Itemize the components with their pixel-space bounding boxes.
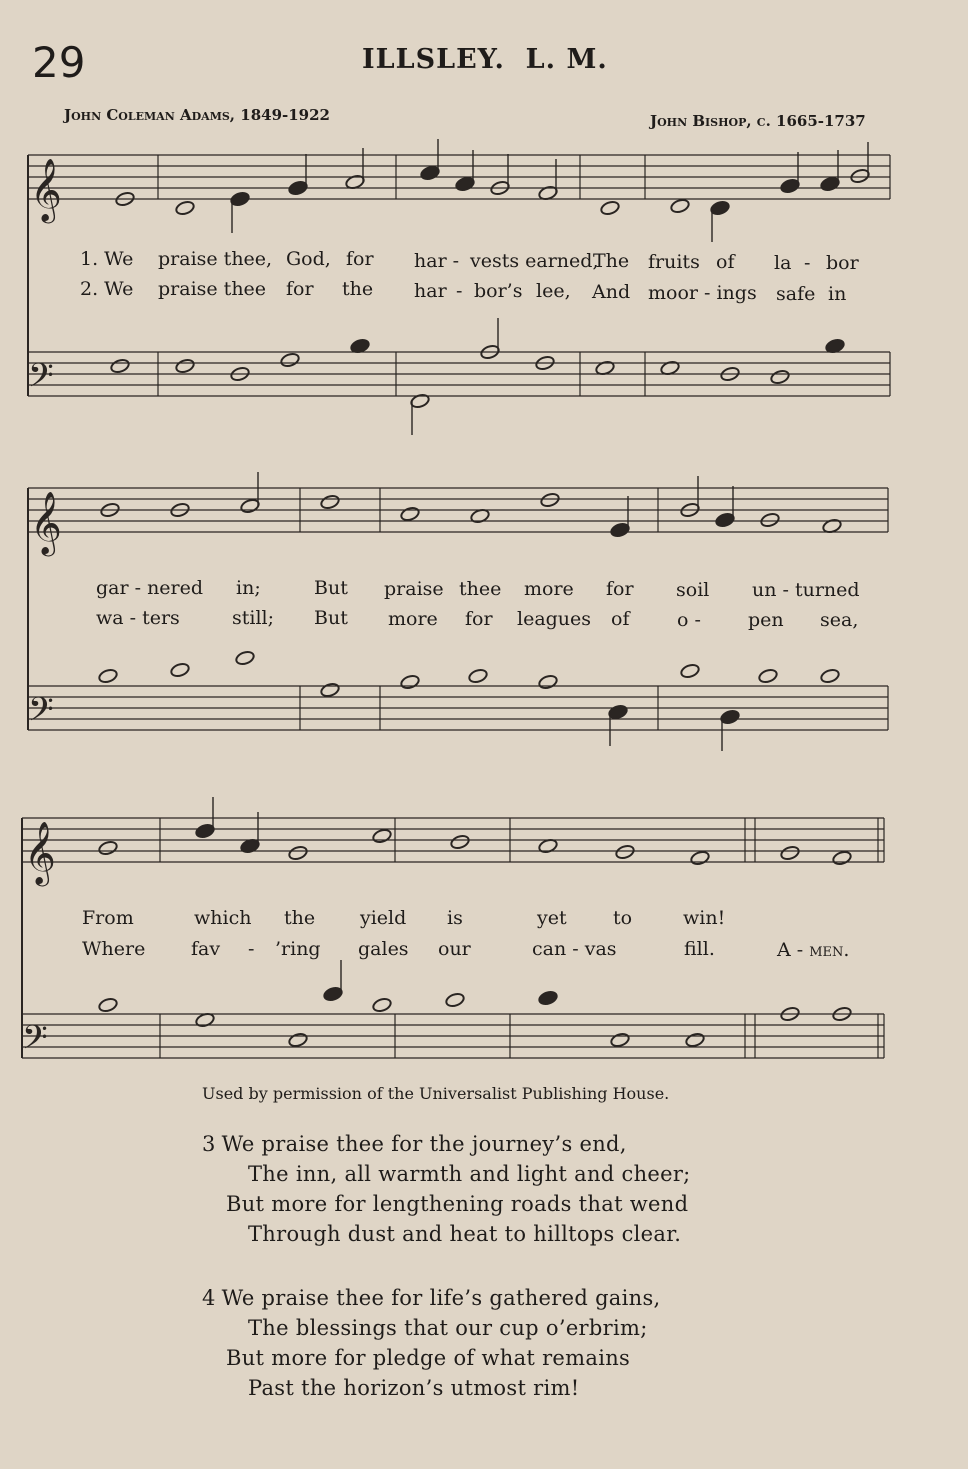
treble-note bbox=[320, 494, 341, 510]
treble-clef: 𝄞 bbox=[30, 491, 62, 554]
lyric: The bbox=[593, 250, 630, 272]
bass-note bbox=[538, 990, 559, 1006]
treble-note bbox=[610, 522, 631, 538]
lyric: leagues bbox=[517, 608, 592, 630]
hymn-number: 29 bbox=[32, 38, 86, 87]
stanza-line: But more for lengthening roads that wend bbox=[226, 1192, 689, 1216]
permission-note: Used by permission of the Universalist Publishing House. bbox=[202, 1084, 670, 1103]
bass-note bbox=[400, 674, 421, 690]
lyric: o - bbox=[677, 609, 701, 631]
lyric: for bbox=[606, 578, 634, 600]
bass-note bbox=[170, 662, 191, 678]
lyric: our bbox=[438, 938, 471, 960]
bass-note bbox=[770, 369, 791, 385]
bass-note bbox=[468, 668, 489, 684]
bass-note bbox=[98, 997, 119, 1013]
lyric: Where bbox=[82, 938, 146, 960]
lyric: la bbox=[774, 252, 792, 274]
bass-note bbox=[610, 1032, 631, 1048]
treble-note bbox=[372, 828, 393, 844]
lyric: for bbox=[286, 278, 314, 300]
lyric: ’ring bbox=[275, 938, 321, 960]
treble-clef: 𝄞 bbox=[24, 821, 56, 884]
lyric: more bbox=[388, 608, 438, 630]
lyric: still; bbox=[232, 607, 275, 629]
treble-note bbox=[450, 834, 471, 850]
lyric: which bbox=[194, 907, 252, 929]
lyric: fill. bbox=[684, 938, 715, 960]
treble-note bbox=[288, 845, 309, 861]
lyric: moor - ings bbox=[648, 282, 757, 304]
treble-note bbox=[780, 178, 801, 194]
stanza-line bbox=[202, 1132, 627, 1156]
lyric: the bbox=[342, 278, 374, 300]
lyric: soil bbox=[676, 579, 710, 601]
bass-note bbox=[410, 393, 431, 409]
stanza-line: But more for pledge of what remains bbox=[226, 1346, 631, 1370]
bass-note bbox=[110, 358, 131, 374]
lyric: bor’s bbox=[474, 280, 523, 302]
treble-note bbox=[540, 492, 561, 508]
bass-clef: 𝄢 bbox=[28, 691, 54, 737]
treble-note bbox=[288, 180, 309, 196]
bass-note bbox=[680, 663, 701, 679]
bass-note bbox=[235, 650, 256, 666]
lyric: win! bbox=[683, 907, 726, 929]
lyric: sea, bbox=[820, 609, 859, 631]
lyric: lee, bbox=[536, 280, 571, 302]
treble-note bbox=[832, 850, 853, 866]
treble-note bbox=[420, 165, 441, 181]
bass-note bbox=[685, 1032, 706, 1048]
treble-note bbox=[600, 200, 621, 216]
bass-note bbox=[445, 992, 466, 1008]
lyric: fav bbox=[191, 938, 221, 960]
bass-clef: 𝄢 bbox=[28, 357, 54, 403]
lyric: more bbox=[524, 578, 574, 600]
lyric: of bbox=[716, 251, 735, 273]
bass-note bbox=[758, 668, 779, 684]
treble-clef: 𝄞 bbox=[30, 158, 62, 221]
lyric: to bbox=[613, 907, 633, 929]
lyric: for bbox=[465, 608, 493, 630]
stanza-line: The inn, all warmth and light and cheer; bbox=[248, 1162, 691, 1186]
stanza-number: 4 bbox=[202, 1286, 216, 1310]
lyric: gar - nered bbox=[96, 577, 204, 599]
treble-note bbox=[455, 176, 476, 192]
bass-note bbox=[175, 358, 196, 374]
stanza-text: We praise thee for life’s gathered gains, bbox=[221, 1286, 661, 1310]
bass-note bbox=[280, 352, 301, 368]
lyric: vests earned, bbox=[470, 250, 599, 272]
lyric: can - vas bbox=[532, 938, 617, 960]
lyric: But bbox=[314, 607, 348, 629]
treble-note bbox=[175, 200, 196, 216]
lyric: And bbox=[592, 281, 631, 303]
hymn-title: ILLSLEY. L. M. bbox=[362, 44, 608, 75]
bass-note bbox=[538, 674, 559, 690]
lyric: har - bbox=[414, 250, 460, 272]
lyric: for bbox=[346, 248, 374, 270]
lyric: safe bbox=[776, 283, 816, 305]
lyric: A - men. bbox=[777, 939, 850, 961]
lyric: of bbox=[611, 608, 630, 630]
treble-note bbox=[760, 512, 781, 528]
lyric: un - turned bbox=[752, 579, 860, 601]
lyric: wa - ters bbox=[96, 607, 180, 629]
bass-note bbox=[320, 682, 341, 698]
treble-note bbox=[715, 512, 736, 528]
bass-note bbox=[720, 709, 741, 725]
lyric: in bbox=[828, 283, 847, 305]
stanza-number: 3 bbox=[202, 1132, 216, 1156]
treble-note bbox=[615, 844, 636, 860]
author-credit: John Coleman Adams, 1849-1922 bbox=[64, 106, 330, 124]
lyric: praise thee, bbox=[158, 248, 273, 270]
stanza-line: The blessings that our cup o’erbrim; bbox=[248, 1316, 648, 1340]
stanza-line bbox=[202, 1286, 661, 1310]
lyric: is bbox=[447, 907, 463, 929]
treble-note bbox=[710, 200, 731, 216]
treble-note bbox=[780, 845, 801, 861]
lyric: pen bbox=[748, 609, 784, 631]
treble-note bbox=[820, 176, 841, 192]
lyric: - bbox=[456, 280, 463, 302]
lyric: thee bbox=[459, 578, 502, 600]
lyric: From bbox=[82, 907, 134, 929]
treble-note bbox=[230, 191, 251, 207]
treble-note bbox=[850, 168, 871, 184]
lyric: gales bbox=[358, 938, 409, 960]
lyric: - bbox=[804, 252, 811, 274]
bass-note bbox=[608, 704, 629, 720]
treble-note bbox=[98, 840, 119, 856]
lyric: yet bbox=[537, 907, 567, 929]
bass-note bbox=[323, 986, 344, 1002]
lyric: the bbox=[284, 907, 316, 929]
composer-credit: John Bishop, c. 1665-1737 bbox=[650, 112, 866, 130]
lyric: praise bbox=[384, 578, 444, 600]
treble-note bbox=[240, 498, 261, 514]
stanza-line: Through dust and heat to hilltops clear. bbox=[248, 1222, 682, 1246]
lyric: God, bbox=[286, 248, 331, 270]
lyric: fruits bbox=[648, 251, 700, 273]
lyric: yield bbox=[360, 907, 407, 929]
lyric: 2. We bbox=[80, 278, 134, 300]
treble-note bbox=[195, 823, 216, 839]
bass-note bbox=[98, 668, 119, 684]
lyric: praise thee bbox=[158, 278, 267, 300]
stanza-text: We praise thee for the journey’s end, bbox=[221, 1132, 627, 1156]
lyric: - bbox=[248, 938, 255, 960]
bass-note bbox=[372, 997, 393, 1013]
lyric: in; bbox=[236, 577, 261, 599]
stanza-line: Past the horizon’s utmost rim! bbox=[248, 1376, 580, 1400]
lyric: But bbox=[314, 577, 348, 599]
treble-note bbox=[670, 198, 691, 214]
treble-note bbox=[690, 850, 711, 866]
lyric: bor bbox=[826, 252, 859, 274]
bass-note bbox=[288, 1032, 309, 1048]
lyric: har bbox=[414, 280, 447, 302]
lyric: 1. We bbox=[80, 248, 134, 270]
treble-note bbox=[400, 506, 421, 522]
bass-clef: 𝄢 bbox=[22, 1019, 48, 1065]
bass-note bbox=[820, 668, 841, 684]
